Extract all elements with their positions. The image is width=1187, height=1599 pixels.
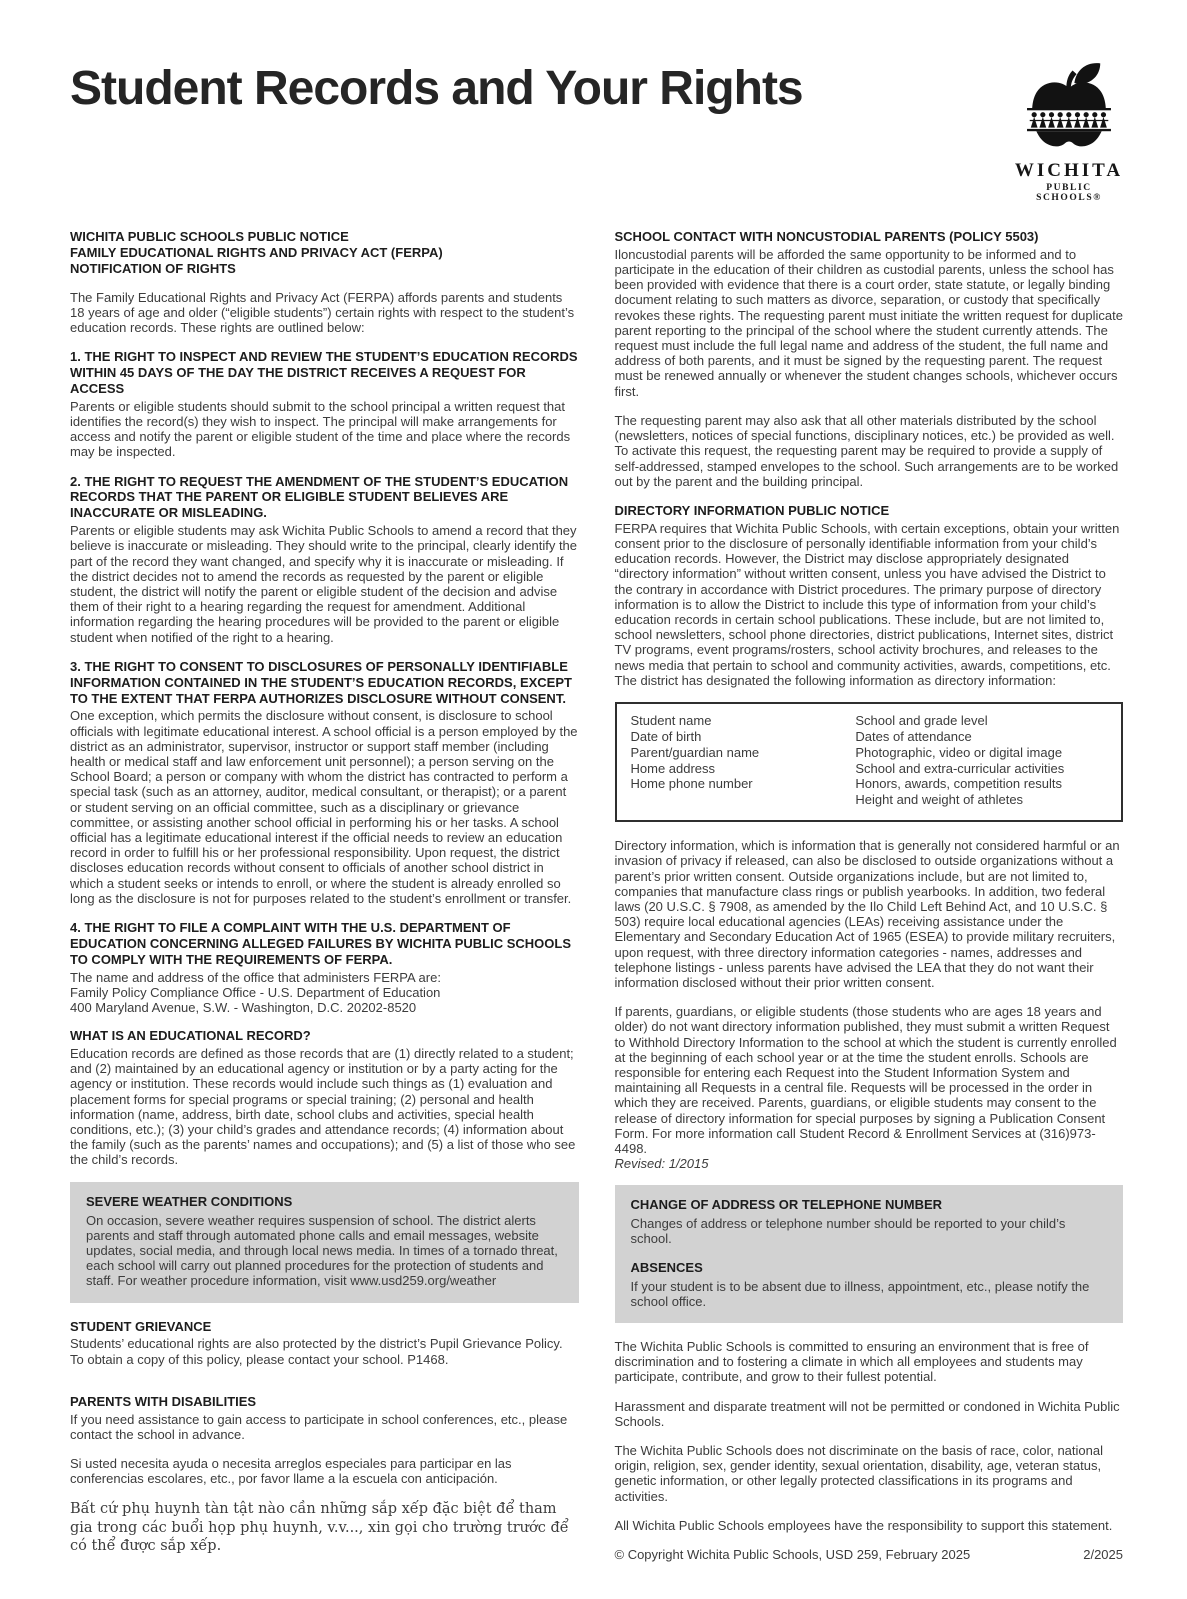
directory-item: Date of birth <box>630 728 702 744</box>
noncustodial-body-2: The requesting parent may also ask that all other materials distributed by the school (newsletters, notices of special functions, disciplinary notices, etc.) be provided as well. To activate this request, the requesting parent may be required to provide a supply of self-addressed, stamped envelopes to the school. Such arrangements are to be worked out by the parent and the building principal. <box>614 412 1119 489</box>
change-of-address-box <box>615 1185 1124 1323</box>
logo-wordmark-sub: PUBLIC SCHOOLS® <box>1036 183 1102 203</box>
section-1-heading: 1. THE RIGHT TO INSPECT AND REVIEW THE STUDENT’S EDUCATION RECORDS WITHIN 45 DAYS OF THE DAY THE DISTRICT RECEIVES A REQUEST FOR ACCESS <box>70 349 578 396</box>
severe-weather-body: On occasion, severe weather requires suspension of school. The district alerts parents and staff through automated phone calls and email messages, website updates, social media, and through local news media. In times of a tornado threat, each school will carry out planned procedures for the protection of students and staff. For weather procedure information, visit www.usd259.org/weather <box>86 1212 558 1289</box>
intro-paragraph: The Family Educational Rights and Privacy Act (FERPA) affords parents and students 18 years of age and older (“eligible students”) certain rights with respect to the student’s education records. These rights are outlined below: <box>70 289 575 335</box>
directory-item: Home phone number <box>630 776 753 792</box>
section-3-body: One exception, which permits the disclosure without consent, is disclosure to school officials with legitimate educational interest. A school official is a person employed by the district as an administrator, supervisor, instructor or support staff member (including health or medical staff and law enforcement unit personnel); a person serving on the School Board; a person or company with whom the district has contracted to perform a special task (such as an attorney, auditor, medical consultant, or therapist); or a parent or student serving on an official committee, such as a disciplinary or grievance committee, or assisting another school official in performing his or her tasks. A school official has a legitimate educational interest if the official needs to review an education record in order to fulfill his or her professional responsibility. Upon request, the district discloses education records without consent to officials of another school district in which a student seeks or intends to enroll, or where the student is already enrolled so long as the disclosure is not for purposes related to the student’s enrollment or transfer. <box>70 708 578 906</box>
directory-item: Home address <box>630 760 716 776</box>
wichita-logo <box>1013 58 1125 203</box>
content-columns <box>0 203 1187 1599</box>
masthead <box>0 0 1187 203</box>
directory-items-left <box>631 713 856 808</box>
severe-weather-box <box>70 1182 579 1303</box>
section-3-heading: 3. THE RIGHT TO CONSENT TO DISCLOSURES OF PERSONALLY IDENTIFIABLE INFORMATION CONTAINED IN THE STUDENT’S EDUCATION RECORDS, EXCEPT TO THE EXTENT THAT FERPA AUTHORIZES DISCLOSURE WITHOUT CONSENT. <box>70 658 572 706</box>
directory-item: Photographic, video or digital image <box>855 744 1063 760</box>
directory-info-body-2: Directory information, which is information that is generally not considered harmful or an invasion of privacy if released, can also be disclosed to outside organizations without a parent’s prior written consent. Outside organizations include, but are not limited to, companies that manufacture class rings or publish yearbooks. In addition, two federal laws (20 U.S.C. § 7908, as amended by the Ilo Child Left Behind Act, and 10 U.S.C. § 503) require local educational agencies (LEAs) receiving assistance under the Elementary and Secondary Education Act of 1965 (ESEA) to provide military recruiters, upon request, with three directory information categories - names, addresses and telephone listings - unless parents have advised the LEA that they do not want their information disclosed without their prior written consent. <box>614 838 1120 990</box>
vietnamese-paragraph: Bất cứ phụ huynh tàn tật nào cần những sắp xếp đặc biệt để tham gia trong các buổi họp phụ huynh, v.v..., xin gọi cho trường trước để có thể được sắp xếp. <box>70 1501 569 1554</box>
children-band-icon <box>1027 108 1111 131</box>
absences-heading: ABSENCES <box>630 1259 703 1275</box>
student-grievance-heading: STUDENT GRIEVANCE <box>70 1318 212 1334</box>
section-2-heading: 2. THE RIGHT TO REQUEST THE AMENDMENT OF THE STUDENT’S EDUCATION RECORDS THAT THE PARENT OR ELIGIBLE STUDENT BELIEVES ARE INACCURATE OR MISLEADING. <box>70 473 569 521</box>
directory-info-body-3: If parents, guardians, or eligible students (those students who are ages 18 years and older) do not want directory information published, they must submit a written Request to Withhold Directory Information to the school at which the student is currently enrolled at the beginning of each school year or at the time the student enrolls. Schools are responsible for entering each Request into the Student Information System and maintaining all Requests in a central file. Requests will be processed in the order in which they are received. Parents, guardians, or eligible students may consent to the release of directory information for special purposes by signing a Publication Consent Form. For more information call Student Record & Enrollment Services at (316)973-4498. <box>614 1004 1117 1157</box>
directory-item: Dates of attendance <box>855 728 972 744</box>
noncustodial-body-1: Iloncustodial parents will be afforded the same opportunity to be informed and to participate in the education of their children as custodial parents, unless the school has been provided with evidence that there is a court order, state statute, or legally binding document relating to such matters as divorce, separation, or custody that specifically revokes these rights. The requesting parent must initiate the written request for duplicate parent reporting to the principal of the school where the student currently attends. The request must include the full legal name and address of the student, the full name and address of both parents, and it must be signed by the requesting parent. The request must be renewed annually or whenever the student changes schools, whichever occurs first. <box>614 246 1123 399</box>
section-4-heading: 4. THE RIGHT TO FILE A COMPLAINT WITH THE U.S. DEPARTMENT OF EDUCATION CONCERNING ALLEGED FAILURES BY WICHITA PUBLIC SCHOOLS TO COMPLY WITH THE REQUIREMENTS OF FERPA. <box>70 920 571 967</box>
issue-code: 2/2025 <box>1083 1546 1123 1562</box>
change-of-address-body: Changes of address or telephone number should be reported to your child’s school. <box>630 1216 1066 1247</box>
noncustodial-heading: SCHOOL CONTACT WITH NONCUSTODIAL PARENTS (POLICY 5503) <box>614 229 1039 244</box>
student-grievance-body: Students’ educational rights are also protected by the district’s Pupil Grievance Policy. To obtain a copy of this policy, please contact your school. P1468. <box>70 1336 563 1367</box>
directory-items-box <box>615 702 1124 822</box>
apple-children-icon <box>1015 58 1123 158</box>
notice-header <box>70 229 579 277</box>
directory-item: Honors, awards, competition results <box>855 776 1063 792</box>
directory-item: Student name <box>630 713 712 728</box>
ferpa-office-intro: The name and address of the office that administers FERPA are: <box>70 969 441 985</box>
directory-info-heading: DIRECTORY INFORMATION PUBLIC NOTICE <box>614 502 890 518</box>
nondiscrimination-paragraph: All Wichita Public Schools employees have the responsibility to support this statement. <box>614 1517 1113 1533</box>
section-1-body: Parents or eligible students should submit to the school principal a written request that identifies the record(s) they wish to inspect. The principal will make arrangements for access and notify the parent or eligible student of the time and place where the records may be inspected. <box>70 398 571 460</box>
nondiscrimination-paragraph: The Wichita Public Schools does not discriminate on the basis of race, color, national origin, religion, sex, gender identity, sexual orientation, disability, age, veteran status, genetic information, or other legally protected classifications in its programs and activities. <box>614 1442 1103 1504</box>
notice-header-line: FAMILY EDUCATIONAL RIGHTS AND PRIVACY ACT (FERPA) <box>70 244 443 260</box>
educational-record-body: Education records are defined as those records that are (1) directly related to a student; and (2) maintained by an educational agency or institution or by a party acting for the agency or institution. These records would include such things as (1) evaluation and placement forms for special programs or special training; (2) personal and health information (name, address, birth date, school clubs and activities, special health conditions, etc.); (3) your child’s grades and attendance records; (4) information about the family (such as the parents’ names and occupations); and (5) a list of those who see the child’s records. <box>70 1046 576 1168</box>
notice-header-line: WICHITA PUBLIC SCHOOLS PUBLIC NOTICE <box>70 229 349 244</box>
parents-disabilities-heading: PARENTS WITH DISABILITIES <box>70 1393 257 1409</box>
change-of-address-heading: CHANGE OF ADDRESS OR TELEPHONE NUMBER <box>630 1197 943 1213</box>
copyright-text: © Copyright Wichita Public Schools, USD 259, February 2025 <box>614 1546 971 1562</box>
directory-items-right <box>855 713 1109 808</box>
section-2-body: Parents or eligible students may ask Wichita Public Schools to amend a record that they believe is inaccurate or misleading. They should write to the principal, clearly identify the part of the record they want changed, and specify why it is inaccurate or misleading. If the district decides not to amend the records as requested by the parent or eligible student, the district will notify the parent or eligible student of the decision and advise them of their right to a hearing regarding the request for amendment. Additional information regarding the hearing procedures will be provided to the parent or eligible student when notified of the right to a hearing. <box>70 523 578 645</box>
logo-wordmark: WICHITA <box>1014 160 1124 181</box>
notice-header-line: NOTIFICATION OF RIGHTS <box>70 260 236 276</box>
parents-disabilities-body: If you need assistance to gain access to participate in school conferences, etc., please contact the school in advance. <box>70 1411 568 1442</box>
revised-date: Revised: 1/2015 <box>614 1156 709 1172</box>
educational-record-heading: WHAT IS AN EDUCATIONAL RECORD? <box>70 1028 311 1044</box>
severe-weather-heading: SEVERE WEATHER CONDITIONS <box>86 1193 293 1209</box>
spanish-paragraph: Si usted necesita ayuda o necesita arreglos especiales para participar en las conferencias escolares, etc., por favor llame a la escuela con anticipación. <box>70 1456 512 1487</box>
directory-item: Height and weight of athletes <box>855 792 1024 808</box>
footer <box>615 1547 1124 1562</box>
ferpa-office-address-line: Family Policy Compliance Office - U.S. Department of Education <box>70 984 441 1000</box>
ferpa-office-address-line: 400 Maryland Avenue, S.W. - Washington, D.C. 20202-8520 <box>70 999 417 1015</box>
directory-item: School and grade level <box>855 713 988 728</box>
nondiscrimination-paragraph: The Wichita Public Schools is committed to ensuring an environment that is free of discrimination and to fostering a climate in which all employees and students may participate, contribute, and grow to their fullest potential. <box>614 1338 1089 1385</box>
directory-info-body-1: FERPA requires that Wichita Public Schools, with certain exceptions, obtain your written consent prior to the disclosure of personally identifiable information from your child’s education records. However, the District may disclose appropriately designated “directory information” without written consent, unless you have advised the District to the contrary in accordance with District procedures. The primary purpose of directory information is to allow the District to include this type of information from your child’s education records in certain school publications. These include, but are not limited to, school newsletters, school phone directories, district publications, Internet sites, district TV programs, event programs/rosters, school activity brochures, and releases to the news media that pertain to school and community activities, awards, competitions, etc. The district has designated the following information as directory information: <box>614 520 1120 688</box>
page-title: Student Records and Your Rights <box>70 62 803 115</box>
directory-item: School and extra-curricular activities <box>855 760 1065 776</box>
apple-leaf-icon <box>1074 63 1100 84</box>
right-column <box>615 229 1124 1569</box>
directory-item: Parent/guardian name <box>630 744 760 760</box>
absences-body: If your student is to be absent due to illness, appointment, etc., please notify the school office. <box>630 1278 1090 1309</box>
left-column <box>70 229 579 1569</box>
nondiscrimination-paragraph: Harassment and disparate treatment will not be permitted or condoned in Wichita Public Schools. <box>614 1398 1120 1429</box>
